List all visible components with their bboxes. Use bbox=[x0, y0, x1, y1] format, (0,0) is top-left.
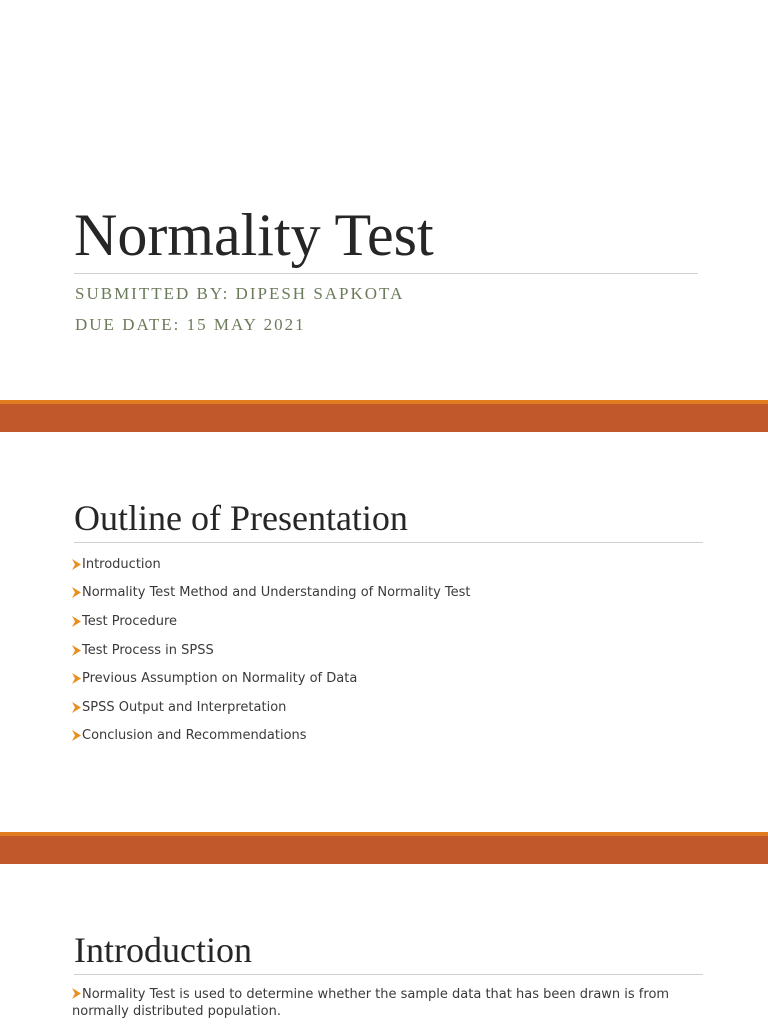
list-item-label: Test Process in SPSS bbox=[82, 642, 214, 658]
list-item bbox=[72, 550, 471, 579]
list-item-label: SPSS Output and Interpretation bbox=[82, 699, 287, 715]
arrow-bullet-icon bbox=[72, 645, 81, 656]
list-item bbox=[72, 636, 471, 665]
list-item-label: Conclusion and Recommendations bbox=[82, 728, 307, 744]
introduction-paragraph bbox=[72, 986, 692, 1020]
arrow-bullet-icon bbox=[72, 559, 81, 570]
divider-main-band bbox=[0, 404, 768, 432]
outline-title: Outline of Presentation bbox=[74, 498, 408, 538]
title-underline bbox=[74, 273, 698, 274]
arrow-bullet-icon bbox=[72, 730, 81, 741]
list-item bbox=[72, 607, 471, 636]
title-slide bbox=[0, 0, 768, 400]
presentation-title: Normality Test bbox=[74, 202, 434, 268]
slide-divider-band bbox=[0, 832, 768, 864]
arrow-bullet-icon bbox=[72, 616, 81, 627]
title-underline bbox=[74, 974, 703, 975]
list-item bbox=[72, 722, 471, 751]
list-item bbox=[72, 664, 471, 693]
list-item-label: Test Procedure bbox=[82, 613, 178, 629]
title-underline bbox=[74, 542, 703, 543]
outline-slide bbox=[0, 432, 768, 832]
slide-divider-band bbox=[0, 400, 768, 432]
introduction-slide bbox=[0, 864, 768, 1024]
introduction-text: Normality Test is used to determine whether the sample data that has been drawn is from normally distributed population. bbox=[72, 987, 670, 1019]
arrow-bullet-icon bbox=[72, 587, 81, 598]
arrow-bullet-icon bbox=[72, 673, 81, 684]
divider-main-band bbox=[0, 836, 768, 864]
list-item bbox=[72, 693, 471, 722]
arrow-bullet-icon bbox=[72, 702, 81, 713]
due-date-text: DUE DATE: 15 MAY 2021 bbox=[75, 315, 306, 334]
list-item-label: Previous Assumption on Normality of Data bbox=[82, 671, 358, 687]
outline-list bbox=[72, 550, 471, 750]
arrow-bullet-icon bbox=[72, 988, 81, 999]
introduction-title: Introduction bbox=[74, 930, 252, 970]
list-item-label: Introduction bbox=[82, 556, 161, 572]
list-item-label: Normality Test Method and Understanding of Normality Test bbox=[82, 585, 471, 601]
list-item bbox=[72, 579, 471, 608]
submitted-by-text: SUBMITTED BY: DIPESH SAPKOTA bbox=[75, 284, 405, 303]
